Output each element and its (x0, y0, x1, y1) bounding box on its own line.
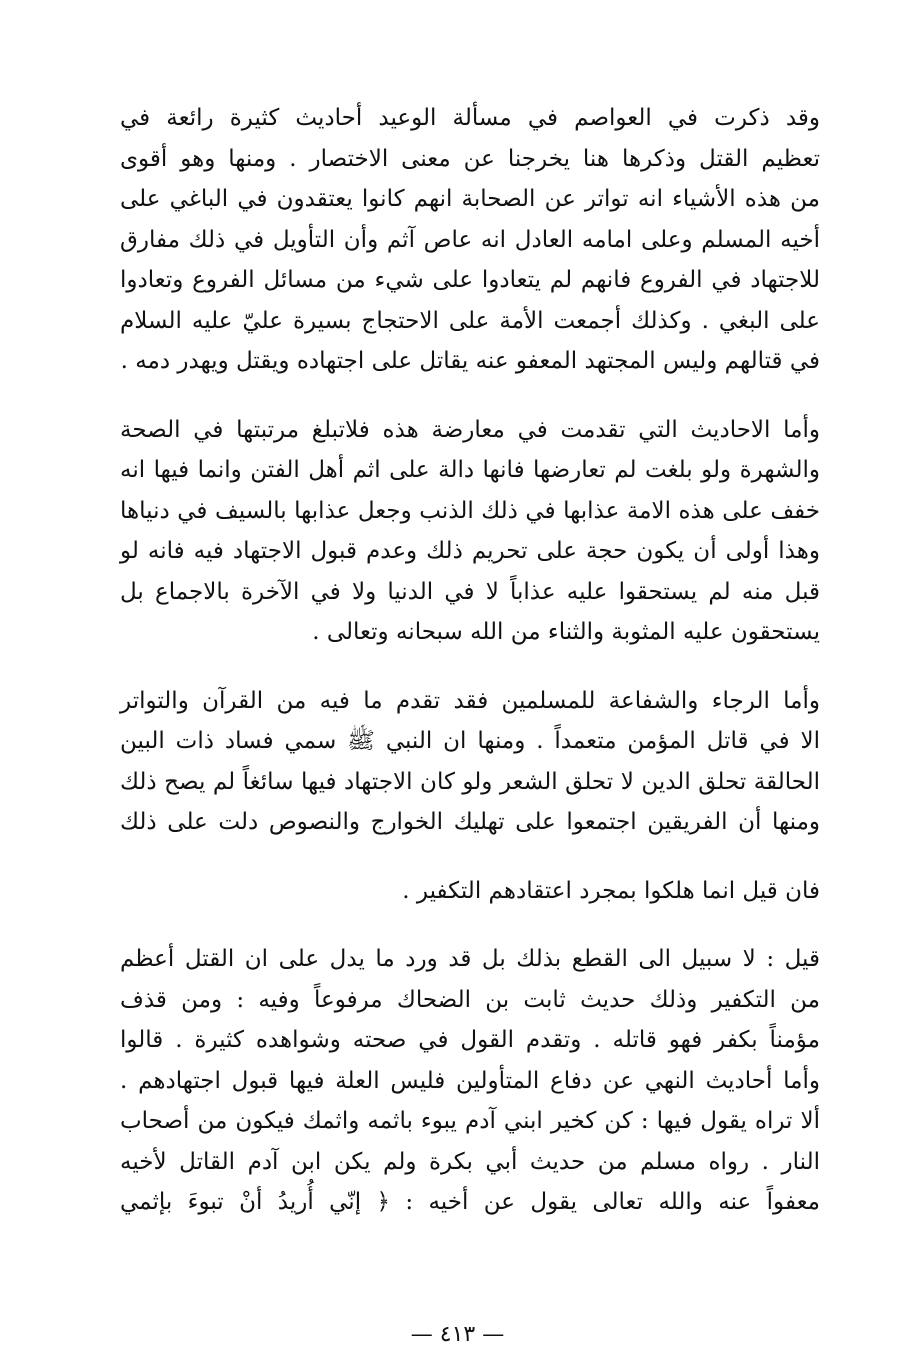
text-line: وأما أحاديث النهي عن دفاع المتأولين فليس العلة فيها قبول اجتهادهم . (120, 1067, 820, 1094)
text-line: وقد ذكرت في العواصم في مسألة الوعيد أحاديث كثيرة رائعة في (120, 105, 820, 131)
text-line: تعظيم القتل وذكرها هنا يخرجنا عن معنى الاختصار . ومنها وهو أقوى (120, 145, 820, 172)
paragraph-3 (120, 681, 820, 843)
text-line: مؤمناً بكفر فهو قاتله . وتقدم القول في صحته وشواهده كثيرة . قالوا (120, 1027, 820, 1053)
paragraph-4 (120, 871, 820, 912)
text-line: وهذا أولى أن يكون حجة على تحريم ذلك وعدم قبول الاجتهاد فيه فانه لو (120, 538, 820, 564)
text-line: ألا تراه يقول فيها : كن كخير ابني آدم يبوء باثمه واثمك فيكون من أصحاب (120, 1108, 820, 1134)
text-line: خفف على هذه الامة عذابها في ذلك الذنب وجعل عذابها بالسيف في دنياها (120, 497, 820, 524)
text-line: في قتالهم وليس المجتهد المعفو عنه يقاتل على اجتهاده ويقتل ويهدر دمه . (120, 348, 820, 374)
text-line: وأما الاحاديث التي تقدمت في معارضة هذه فلاتبلغ مرتبتها في الصحة (120, 416, 820, 443)
text-line: من التكفير وذلك حديث ثابت بن الضحاك مرفوعاً وفيه : ومن قذف (120, 986, 820, 1013)
page-number: — ٤١٣ — (410, 1322, 505, 1347)
text-line: معفواً عنه والله تعالى يقول عن أخيه : ﴿ إنّي أُريدُ أنْ تبوءَ بإثمي (120, 1189, 820, 1215)
text-line: الحالقة تحلق الدين لا تحلق الشعر ولو كان الاجتهاد فيها سائغاً لم يصح ذلك (120, 768, 820, 795)
text-line: ومنها أن الفريقين اجتمعوا على تهليك الخوارج والنصوص دلت على ذلك (120, 809, 820, 835)
paragraph-2 (120, 410, 820, 653)
text-line: أخيه المسلم وعلى امامه العادل انه عاص آثم وأن التأويل في ذلك مفارق (120, 226, 820, 253)
paragraph-1 (120, 98, 820, 382)
text-line: قبل منه لم يستحقوا عليه عذاباً لا في الدنيا ولا في الآخرة بالاجماع بل (120, 578, 820, 605)
paragraph-5 (120, 939, 820, 1223)
text-line: قيل : لا سبيل الى القطع بذلك بل قد ورد ما يدل على ان القتل أعظم (120, 946, 820, 972)
text-line: للاجتهاد في الفروع فانهم لم يتعادوا على شيء من مسائل الفروع وتعادوا (120, 267, 820, 293)
text-line: وأما الرجاء والشفاعة للمسلمين فقد تقدم ما فيه من القرآن والتواتر (120, 687, 820, 714)
text-line: الا في قاتل المؤمن متعمداً . ومنها ان النبي ﷺ سمي فساد ذات البين (120, 728, 820, 754)
text-line: من هذه الأشياء انه تواتر عن الصحابة انهم كانوا يعتقدون في الباغي على (120, 186, 820, 212)
text-line: والشهرة ولو بلغت لم تعارضها فانها دالة على اثم أهل الفتن وانما فيها انه (120, 457, 820, 483)
text-line: فان قيل انما هلكوا بمجرد اعتقادهم التكفير . (402, 877, 820, 904)
text-line: على البغي . وكذلك أجمعت الأمة على الاحتجاج بسيرة عليّ عليه السلام (120, 307, 820, 334)
text-line: النار . رواه مسلم من حديث أبي بكرة ولم يكن ابن آدم القاتل لأخيه (120, 1148, 820, 1175)
text-line: يستحقون عليه المثوبة والثناء من الله سبحانه وتعالى . (312, 619, 820, 645)
